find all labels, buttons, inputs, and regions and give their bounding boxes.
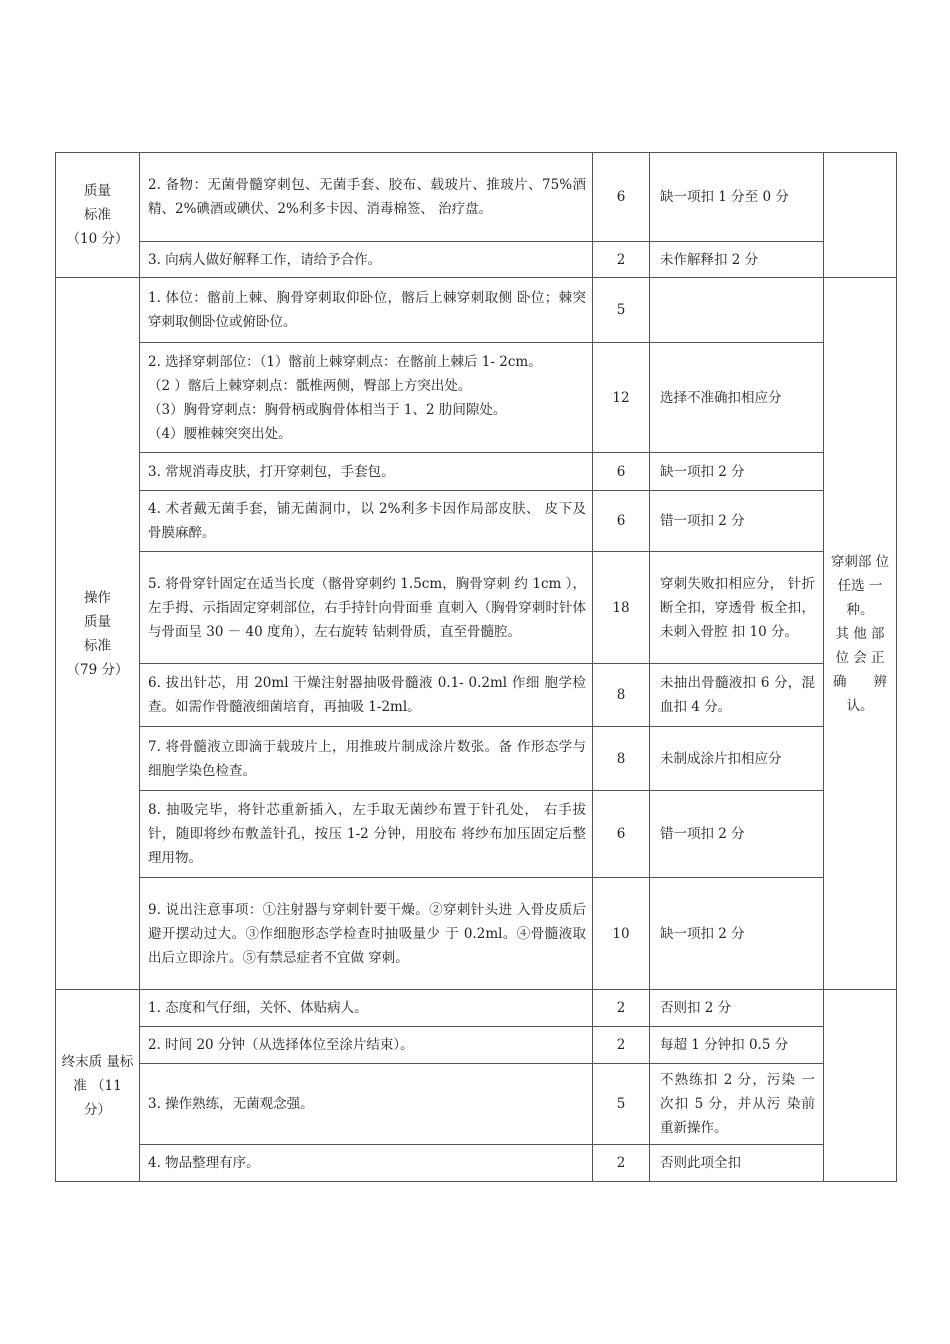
score-value: 6: [593, 491, 650, 552]
table-row: [56, 878, 897, 990]
item-content: 3. 常规消毒皮肤，打开穿刺包，手套包。: [140, 453, 593, 491]
score-value: 6: [593, 153, 650, 242]
item-content: 2. 时间 20 分钟（从选择体位至涂片结束）。: [140, 1027, 593, 1064]
table-row: [56, 1027, 897, 1064]
table-row: [56, 1145, 897, 1182]
scoring-table: [55, 152, 897, 1182]
score-value: 2: [593, 1145, 650, 1182]
table-row: [56, 453, 897, 491]
score-value: 6: [593, 453, 650, 491]
score-value: 18: [593, 552, 650, 664]
table-row: [56, 552, 897, 664]
section-category: 质量 标准 （10 分）: [56, 153, 140, 278]
score-value: 6: [593, 791, 650, 878]
item-content: 6. 拔出针芯，用 20ml 干燥注射器抽吸骨髓液 0.1- 0.2ml 作细 胞学检查。如需作骨髓液细菌培育，再抽吸 1-2ml。: [140, 664, 593, 727]
section-note: [824, 153, 897, 278]
score-value: 8: [593, 727, 650, 791]
table-row: [56, 727, 897, 791]
item-content: 2. 备物：无菌骨髓穿刺包、无菌手套、胶布、载玻片、推玻片、75%酒精、2%碘酒或碘伏、2%利多卡因、消毒棉签、 治疗盘。: [140, 153, 593, 242]
item-content: 2. 选择穿刺部位：（1）髂前上棘穿刺点：在髂前上棘后 1- 2cm。 （2 ）髂后上棘穿刺点：骶椎两侧，臀部上方突出处。 （3）胸骨穿刺点：胸骨柄或胸骨体相当于 1、2 肋间隙处。 （4）腰椎棘突突出处。: [140, 343, 593, 453]
score-value: 2: [593, 242, 650, 278]
score-value: 12: [593, 343, 650, 453]
item-content: 5. 将骨穿针固定在适当长度（髂骨穿刺约 1.5cm，胸骨穿刺 约 1cm ），左手拇、示指固定穿刺部位，右手持针向骨面垂 直刺入（胸骨穿刺时针体与骨面呈 30 － 40 度角），左右旋转 钻刺骨质，直至骨髓腔。: [140, 552, 593, 664]
score-value: 5: [593, 1064, 650, 1145]
deduction-rule: 未作解释扣 2 分: [650, 242, 824, 278]
score-value: 10: [593, 878, 650, 990]
table-row: [56, 343, 897, 453]
deduction-rule: 选择不准确扣相应分: [650, 343, 824, 453]
scoring-table-body: [56, 153, 897, 1182]
deduction-rule: 未制成涂片扣相应分: [650, 727, 824, 791]
item-content: 3. 向病人做好解释工作，请给予合作。: [140, 242, 593, 278]
deduction-rule: 缺一项扣 2 分: [650, 878, 824, 990]
score-value: 5: [593, 278, 650, 343]
item-content: 1. 态度和气仔细，关怀、体贴病人。: [140, 990, 593, 1027]
table-row: [56, 1064, 897, 1145]
item-content: 4. 术者戴无菌手套，铺无菌洞巾，以 2%利多卡因作局部皮肤、 皮下及骨膜麻醉。: [140, 491, 593, 552]
item-content: 3. 操作熟练，无菌观念强。: [140, 1064, 593, 1145]
score-value: 2: [593, 1027, 650, 1064]
item-content: 9. 说出注意事项：①注射器与穿刺针要干燥。②穿刺针头进 入骨皮质后避开摆动过大。③作细胞形态学检查时抽吸量少 于 0.2ml。④骨髓液取出后立即涂片。⑤有禁忌症者不宜做 穿刺。: [140, 878, 593, 990]
score-value: 8: [593, 664, 650, 727]
deduction-rule: 每超 1 分钟扣 0.5 分: [650, 1027, 824, 1064]
item-content: 8. 抽吸完毕，将针芯重新插入，左手取无菌纱布置于针孔处， 右手拔针，随即将纱布敷盖针孔，按压 1-2 分钟，用胶布 将纱布加压固定后整理用物。: [140, 791, 593, 878]
table-row: [56, 153, 897, 242]
section-category: 操作 质量 标准 （79 分）: [56, 278, 140, 990]
deduction-rule: 穿刺失败扣相应分， 针折断全扣，穿透骨 板全扣，未刺入骨腔 扣 10 分。: [650, 552, 824, 664]
table-row: [56, 278, 897, 343]
deduction-rule: 否则此项全扣: [650, 1145, 824, 1182]
deduction-rule: 错一项扣 2 分: [650, 491, 824, 552]
deduction-rule: 错一项扣 2 分: [650, 791, 824, 878]
item-content: 1. 体位：髂前上棘、胸骨穿刺取仰卧位，髂后上棘穿刺取侧 卧位；棘突穿刺取侧卧位或俯卧位。: [140, 278, 593, 343]
deduction-rule: 缺一项扣 1 分至 0 分: [650, 153, 824, 242]
deduction-rule: 否则扣 2 分: [650, 990, 824, 1027]
table-row: [56, 791, 897, 878]
item-content: 4. 物品整理有序。: [140, 1145, 593, 1182]
table-row: [56, 990, 897, 1027]
deduction-rule: 缺一项扣 2 分: [650, 453, 824, 491]
table-row: [56, 242, 897, 278]
item-content: 7. 将骨髓液立即滴于载玻片上，用推玻片制成涂片数张。备 作形态学与细胞学染色检查。: [140, 727, 593, 791]
deduction-rule: 不熟练扣 2 分，污染 一次扣 5 分，并从污 染前重新操作。: [650, 1064, 824, 1145]
section-category: 终末质 量标 准 （11 分）: [56, 990, 140, 1182]
deduction-rule: 未抽出骨髓液扣 6 分，混血扣 4 分。: [650, 664, 824, 727]
deduction-rule: [650, 278, 824, 343]
table-row: [56, 664, 897, 727]
section-note: [824, 990, 897, 1182]
section-note: 穿刺部 位 任选 一 种。 其 他 部 位 会 正 确 辨 认。: [824, 278, 897, 990]
score-value: 2: [593, 990, 650, 1027]
table-row: [56, 491, 897, 552]
